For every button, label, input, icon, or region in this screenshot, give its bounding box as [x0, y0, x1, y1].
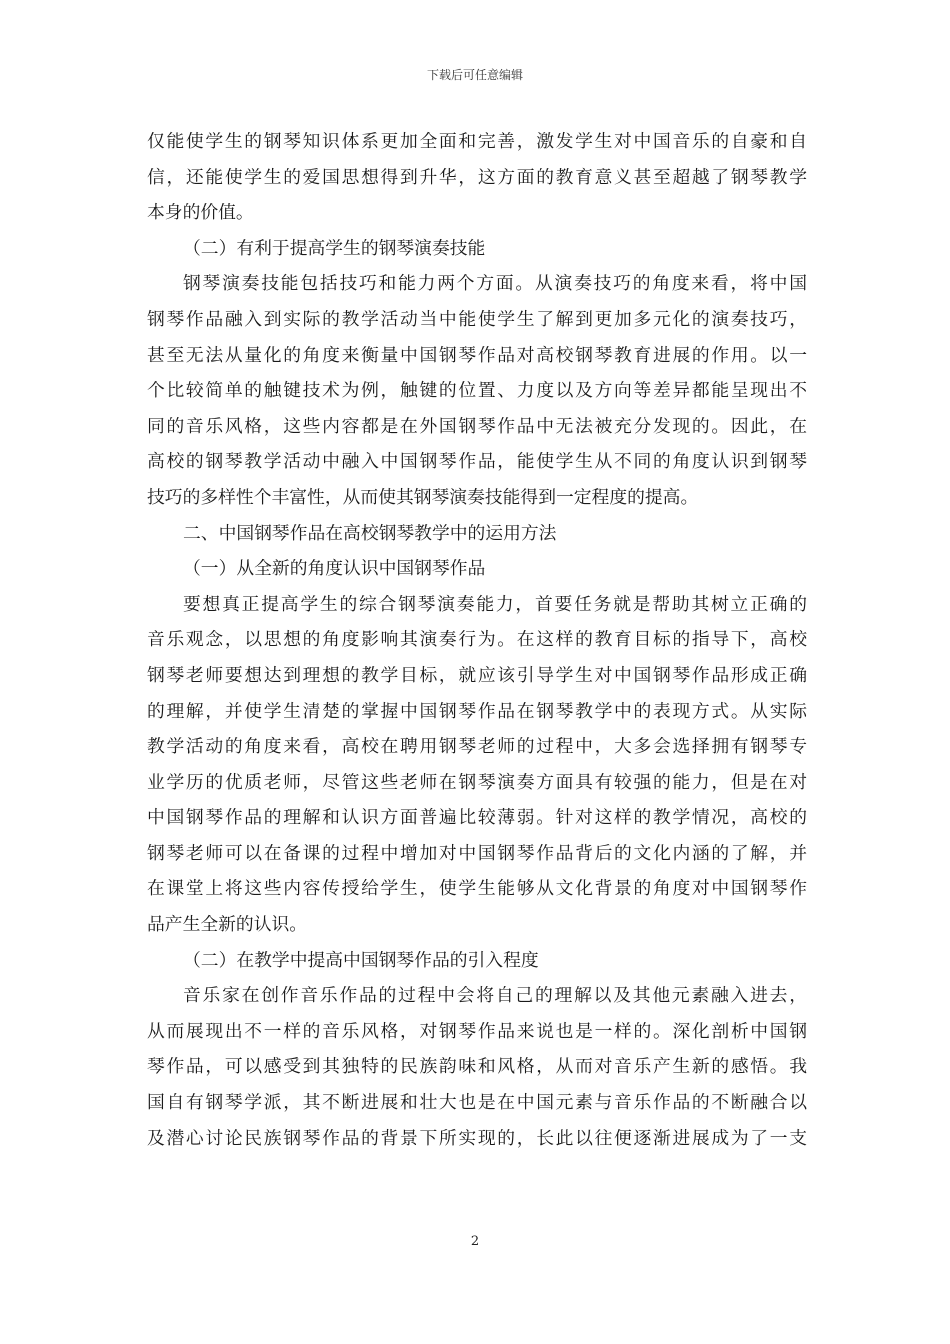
text-line: 中国钢琴作品的理解和认识方面普遍比较薄弱。针对这样的教学情况，高校的 — [147, 807, 807, 829]
body-text — [147, 124, 807, 1156]
text-line: 业学历的优质老师，尽管这些老师在钢琴演奏方面具有较强的能力，但是在对 — [147, 771, 807, 793]
page-number: 2 — [470, 1234, 480, 1249]
text-line: 高校的钢琴教学活动中融入中国钢琴作品，能使学生从不同的角度认识到钢琴 — [147, 451, 807, 473]
text-line: 品产生全新的认识。 — [147, 914, 308, 936]
text-line: 国自有钢琴学派，其不断进展和壮大也是在中国元素与音乐作品的不断融合以 — [147, 1092, 807, 1114]
text-line: 琴作品，可以感受到其独特的民族韵味和风格，从而对音乐产生新的感悟。我 — [147, 1056, 807, 1078]
text-line: 同的音乐风格，这些内容都是在外国钢琴作品中无法被充分发现的。因此，在 — [147, 415, 807, 437]
text-line: 要想真正提高学生的综合钢琴演奏能力，首要任务就是帮助其树立正确的 — [183, 593, 807, 615]
text-line: 钢琴老师可以在备课的过程中增加对中国钢琴作品背后的文化内涵的了解，并 — [147, 842, 807, 864]
text-line: 从而展现出不一样的音乐风格，对钢琴作品来说也是一样的。深化剖析中国钢 — [147, 1020, 807, 1042]
text-line: 及潜心讨论民族钢琴作品的背景下所实现的，长此以往便逐渐进展成为了一支 — [147, 1127, 807, 1149]
text-line: 钢琴作品融入到实际的教学活动当中能使学生了解到更加多元化的演奏技巧， — [147, 308, 807, 330]
text-line: 钢琴演奏技能包括技巧和能力两个方面。从演奏技巧的角度来看，将中国 — [183, 273, 807, 295]
text-line: 在课堂上将这些内容传授给学生，使学生能够从文化背景的角度对中国钢琴作 — [147, 878, 807, 900]
section-heading: 二、中国钢琴作品在高校钢琴教学中的运用方法 — [183, 522, 557, 544]
section-heading: （一）从全新的角度认识中国钢琴作品 — [183, 558, 486, 580]
text-line: 的理解，并使学生清楚的掌握中国钢琴作品在钢琴教学中的表现方式。从实际 — [147, 700, 807, 722]
text-line: 本身的价值。 — [147, 202, 254, 224]
section-heading: （二）有利于提高学生的钢琴演奏技能 — [183, 237, 486, 259]
text-line: 甚至无法从量化的角度来衡量中国钢琴作品对高校钢琴教育进展的作用。以一 — [147, 344, 807, 366]
text-line: 信，还能使学生的爱国思想得到升华，这方面的教育意义甚至超越了钢琴教学 — [147, 166, 807, 188]
page-header: 下载后可任意编辑 — [426, 68, 523, 82]
text-line: 技巧的多样性个丰富性，从而使其钢琴演奏技能得到一定程度的提高。 — [147, 486, 699, 508]
text-line: 仅能使学生的钢琴知识体系更加全面和完善，激发学生对中国音乐的自豪和自 — [147, 131, 807, 152]
text-line: 个比较简单的触键技术为例，触键的位置、力度以及方向等差异都能呈现出不 — [147, 380, 807, 402]
text-line: 钢琴老师要想达到理想的教学目标，就应该引导学生对中国钢琴作品形成正确 — [147, 664, 807, 686]
text-line: 音乐家在创作音乐作品的过程中会将自己的理解以及其他元素融入进去， — [183, 985, 807, 1007]
section-heading: （二）在教学中提高中国钢琴作品的引入程度 — [183, 949, 539, 971]
text-line: 教学活动的角度来看，高校在聘用钢琴老师的过程中，大多会选择拥有钢琴专 — [147, 736, 807, 758]
text-line: 音乐观念，以思想的角度影响其演奏行为。在这样的教育目标的指导下，高校 — [147, 629, 807, 651]
